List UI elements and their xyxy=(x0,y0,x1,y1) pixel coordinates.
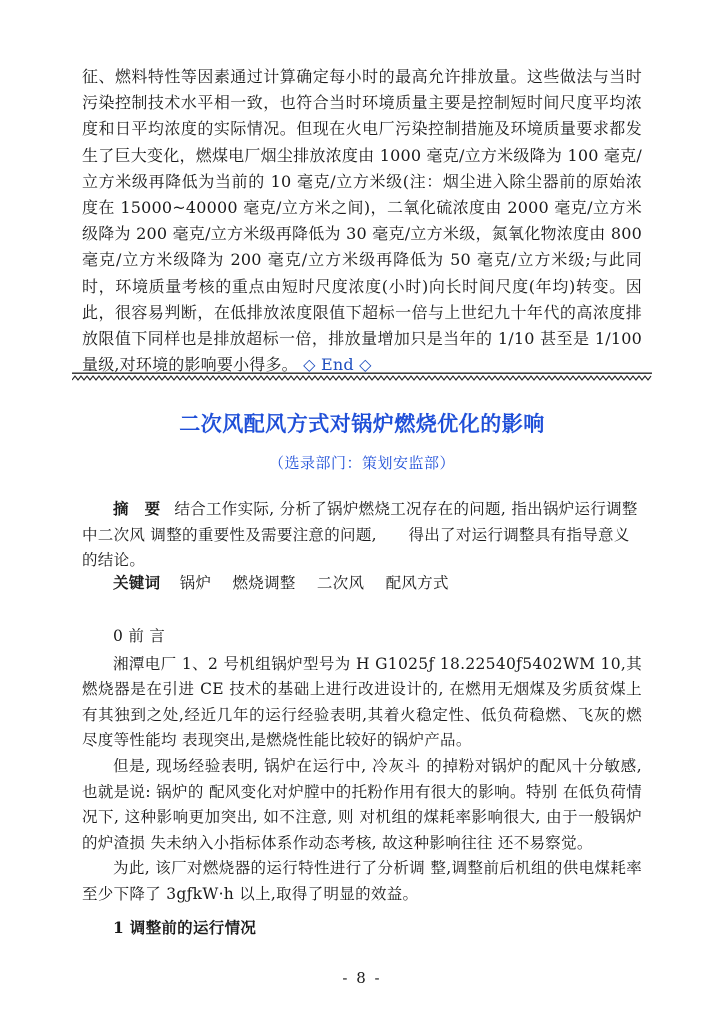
page-number: - 8 - xyxy=(342,969,382,987)
keyword: 燃烧调整 xyxy=(232,574,296,592)
section-1-heading: 1 调整前的运行情况 xyxy=(113,918,257,937)
keywords xyxy=(82,570,642,597)
paragraph: 为此, 该厂对燃烧器的运行特性进行了分析调 整,调整前后机组的供电煤耗率至少下降了 3gƒkW·h 以上,取得了明显的效益。 xyxy=(82,859,642,903)
previous-article-text xyxy=(82,64,642,378)
keywords-label: 关键词 xyxy=(113,573,161,592)
paragraph: 湘潭电厂 1、2 号机组锅炉型号为 H G1025ƒ 18.22540ƒ5402WM 10,其燃烧器是在引进 CE 技术的基础上进行改进设计的, 在燃用无烟煤及劣质贫煤上有其独到之处,经近几年的运行经验表明,其着火稳定性、低负荷稳燃、飞灰的燃尽度等性能均 表现突出,是燃烧性能比较好的锅炉产品。 xyxy=(82,654,642,750)
section-divider xyxy=(72,372,652,384)
keyword: 配风方式 xyxy=(385,574,449,592)
section-0-heading: 0 前 言 xyxy=(113,627,166,645)
end-mark: ◇ End ◇ xyxy=(297,355,372,375)
abstract-label: 摘 要 xyxy=(113,499,161,518)
keyword: 二次风 xyxy=(316,574,365,592)
paragraph: 但是, 现场经验表明, 锅炉在运行中, 冷灰斗 的掉粉对锅炉的配风十分敏感, 也就是说: 锅炉的 配风变化对炉膛中的托粉作用有很大的影响。特别 在低负荷情况下, 这种影响更加突出, 如不注意, 则 对机组的煤耗率影响很大, 由于一般锅炉的炉渣损 失未纳入小指标体系作动态考核, 故这种影响往往 还不易察觉。 xyxy=(82,756,642,852)
keyword: 锅炉 xyxy=(179,574,212,592)
abstract-text: 结合工作实际, 分析了锅炉燃烧工况存在的问题, 指出锅炉运行调整中二次风 调整的重要性及需要注意的问题, 得出了对运行调整具有指导意义的结论。 xyxy=(82,500,638,570)
previous-article-paragraph: 征、燃料特性等因素通过计算确定每小时的最高允许排放量。这些做法与当时污染控制技术水平相一致，也符合当时环境质量主要是控制短时间尺度平均浓度和日平均浓度的实际情况。但现在火电厂污染控制措施及环境质量要求都发生了巨大变化，燃煤电厂烟尘排放浓度由 1000 毫克/立方米级降为 100 毫克/立方米级再降低为当前的 10 毫克/立方米级(注：烟尘进入除尘器前的原始浓度在 15000~40000 毫克/立方米之间)，二氧化硫浓度由 2000 毫克/立方米级降为 200 毫克/立方米级再降低为 30 毫克/立方米级，氮氧化物浓度由 800 毫克/立方米级降为 200 毫克/立方米级再降低为 50 毫克/立方米级;与此同时，环境质量考核的重点由短时尺度浓度(小时)向长时间尺度(年均)转变。因此，很容易判断，在低排放浓度限值下超标一倍与上世纪九十年代的高浓度排放限值下同样也是排放超标一倍，排放量增加只是当年的 1/10 甚至是 1/100 量级,对环境的影响要小得多。 xyxy=(82,67,642,375)
abstract xyxy=(82,496,642,574)
article-title: 二次风配风方式对锅炉燃烧优化的影响 xyxy=(179,412,545,436)
section-0 xyxy=(82,624,642,908)
article-source: （选录部门：策划安监部） xyxy=(268,454,455,472)
